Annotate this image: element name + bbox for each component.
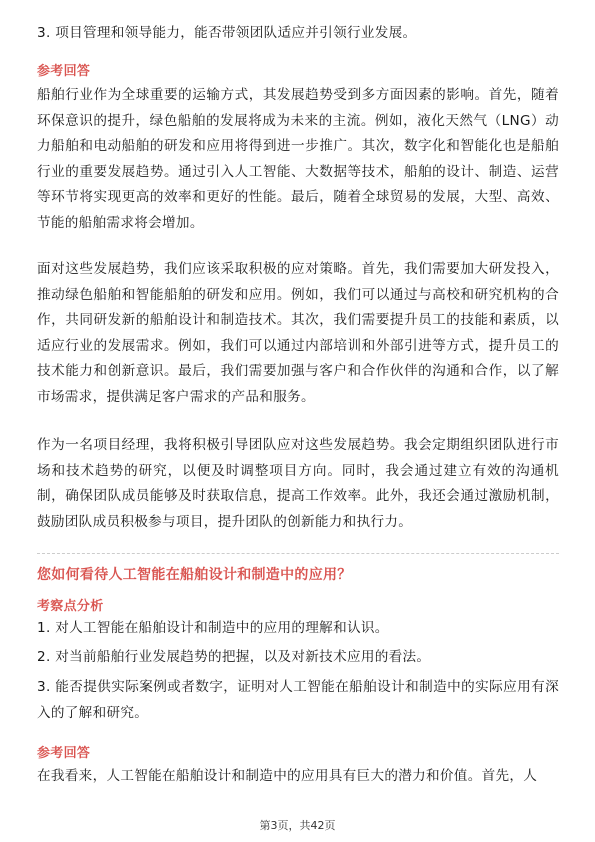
answer-paragraph-3: 作为一名项目经理，我将积极引导团队应对这些发展趋势。我会定期组织团队进行市场和技术趋势的研究，以便及时调整项目方向。同时，我会通过建立有效的沟通机制，确保团队成员能够及时获取信息，提高工作效率。此外，我还会通过激励机制，鼓励团队成员积极参与项目，提升团队的创新能力和执行力。 xyxy=(37,437,559,530)
analysis-item-3b: 3. 能否提供实际案例或者数字，证明对人工智能在船舶设计和制造中的实际应用有深入的了解和研究。 xyxy=(37,679,559,721)
answer-paragraph-2: 面对这些发展趋势，我们应该采取积极的应对策略。首先，我们需要加大研发投入，推动绿色船舶和智能船舶的研发和应用。例如，我们可以通过与高校和研究机构的合作，共同研发新的船舶设计和制造技术。其次，我们需要提升员工的技能和素质，以适应行业的发展需求。例如，我们可以通过内部培训和外部引进等方式，提升员工的技术能力和创新意识。最后，我们需要加强与客户和合作伙伴的沟通和合作，以了解市场需求，提供满足客户需求的产品和服务。 xyxy=(37,261,559,405)
reference-answer-heading-2: 参考回答 xyxy=(37,746,91,761)
analysis-item-1: 1. 对人工智能在船舶设计和制造中的应用的理解和认识。 xyxy=(37,620,389,636)
analysis-item-3: 3. 项目管理和领导能力，能否带领团队适应并引领行业发展。 xyxy=(37,25,417,41)
answer-paragraph-start: 在我看来，人工智能在船舶设计和制造中的应用具有巨大的潜力和价值。首先，人 xyxy=(37,768,538,784)
reference-answer-heading: 参考回答 xyxy=(37,64,91,79)
answer-paragraph-1: 船舶行业作为全球重要的运输方式，其发展趋势受到多方面因素的影响。首先，随着环保意识的提升，绿色船舶的发展将成为未来的主流。例如，液化天然气（LNG）动力船舶和电动船舶的研发和应用将得到进一步推广。其次，数字化和智能化也是船舶行业的重要发展趋势。通过引入人工智能、大数据等技术，船舶的设计、制造、运营等环节将实现更高的效率和更好的性能。最后，随着全球贸易的发展，大型、高效、节能的船舶需求将会增加。 xyxy=(37,87,559,231)
page-footer: 第3页，共42页 xyxy=(259,819,336,832)
analysis-item-2: 2. 对当前船舶行业发展趋势的把握，以及对新技术应用的看法。 xyxy=(37,649,431,665)
section-divider xyxy=(37,553,559,554)
question-title: 您如何看待人工智能在船舶设计和制造中的应用？ xyxy=(37,567,352,583)
analysis-heading: 考察点分析 xyxy=(37,599,104,614)
